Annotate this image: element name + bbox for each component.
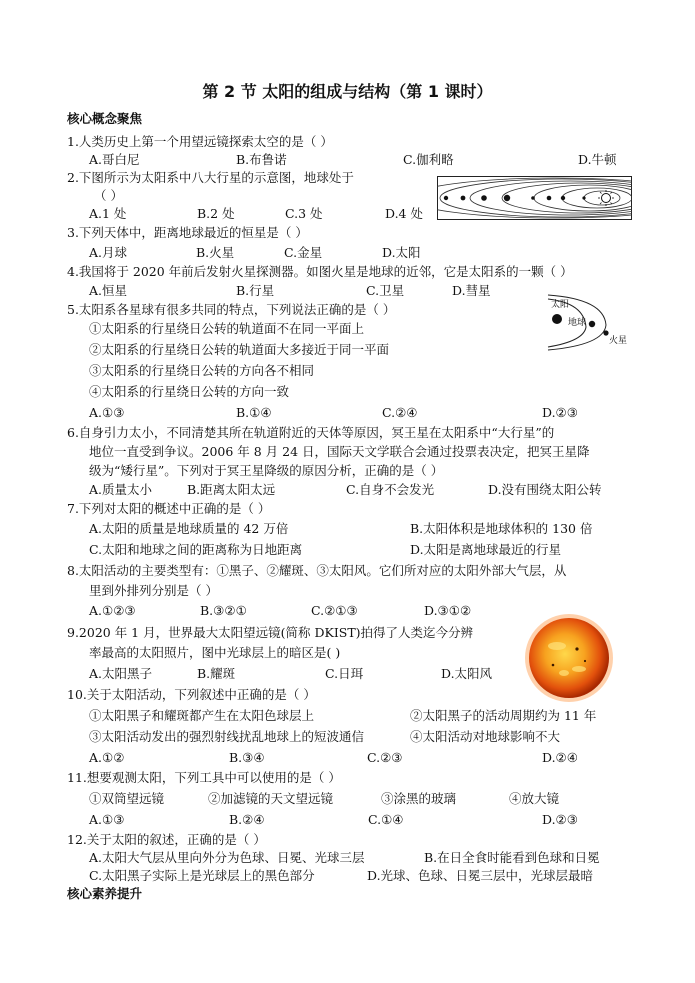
- q11-option-c: C.①④: [368, 812, 404, 827]
- question-8-line-1: 8.太阳活动的主要类型有：①黑子、②耀斑、③太阳风。它们所对应的太阳外部大气层，从: [67, 563, 567, 578]
- question-7-stem: 7.下列对太阳的概述中正确的是（ ）: [67, 501, 271, 516]
- question-6-line-1: 6.自身引力太小，不同清楚其所在轨道附近的天体等原因，冥王星在太阳系中“大行星”的: [67, 425, 555, 440]
- q4-option-b: B.行星: [236, 283, 275, 298]
- q7-option-d: D.太阳是离地球最近的行星: [410, 542, 562, 557]
- q2-option-a: A.1 处: [89, 206, 127, 221]
- solar-system-orbit-diagram: [437, 176, 632, 220]
- q10-option-a: A.①②: [89, 750, 125, 765]
- q3-option-d: D.太阳: [382, 245, 421, 260]
- q8-option-c: C.②①③: [311, 603, 358, 618]
- q12-option-d: D.光球、色球、日冕三层中，光球层最暗: [367, 868, 594, 883]
- q1-option-a: A.哥白尼: [89, 152, 140, 167]
- q12-option-c: C.太阳黑子实际上是光球层上的黑色部分: [89, 868, 315, 883]
- question-2-stem: 2.下图所示为太阳系中八大行星的示意图，地球处于: [67, 170, 354, 185]
- mars-dot: [603, 330, 608, 335]
- question-9-line-2: 率最高的太阳照片，图中光球层上的暗区是( ): [89, 645, 341, 660]
- mars-label: 火星: [609, 336, 628, 346]
- q2-option-d: D.4 处: [385, 206, 423, 221]
- q5-option-a: A.①③: [89, 405, 125, 420]
- q3-option-a: A.月球: [89, 245, 128, 260]
- question-6-line-2: 地位一直受到争议。2006 年 8 月 24 日，国际天文学联合会通过投票表决定，把冥王星降: [89, 444, 590, 459]
- q4-option-c: C.卫星: [366, 283, 405, 298]
- q12-option-a: A.太阳大气层从里向外分为色球、日冕、光球三层: [89, 850, 365, 865]
- q5-option-c: C.②④: [382, 405, 418, 420]
- question-10-stem: 10.关于太阳活动，下列叙述中正确的是（ ）: [67, 687, 316, 702]
- q5-statement-2: ②太阳系的行星绕日公转的轨道面大多接近于同一平面: [89, 342, 390, 357]
- q6-option-b: B.距离太阳太远: [187, 482, 276, 497]
- q1-option-d: D.牛顿: [578, 152, 617, 167]
- earth-label: 地球: [568, 318, 587, 328]
- q10-statement-3: ③太阳活动发出的强烈射线扰乱地球上的短波通信: [89, 729, 365, 744]
- q10-option-d: D.②④: [542, 750, 578, 765]
- question-6-line-3: 级为“矮行星”。下列对于冥王星降级的原因分析，正确的是（ ）: [89, 463, 444, 478]
- q5-statement-1: ①太阳系的行星绕日公转的轨道面不在同一平面上: [89, 321, 365, 336]
- page-title: 第 2 节 太阳的组成与结构（第 1 课时）: [202, 82, 493, 101]
- question-8-line-2: 里到外排列分别是（ ）: [89, 583, 218, 598]
- q1-option-b: B.布鲁诺: [236, 152, 287, 167]
- q7-option-b: B.太阳体积是地球体积的 130 倍: [410, 521, 593, 536]
- q11-option-d: D.②③: [542, 812, 578, 827]
- section-heading-core-literacy: 核心素养提升: [67, 886, 143, 901]
- q8-option-d: D.③①②: [424, 603, 472, 618]
- q11-option-b: B.②④: [229, 812, 265, 827]
- q5-statement-3: ③太阳系的行星绕日公转的方向各不相同: [89, 363, 315, 378]
- q9-option-b: B.耀斑: [197, 666, 236, 681]
- q6-option-a: A.质量太小: [89, 482, 153, 497]
- q6-option-d: D.没有围绕太阳公转: [488, 482, 602, 497]
- q3-option-c: C.金星: [284, 245, 323, 260]
- sun-photo: [519, 611, 617, 704]
- q10-option-b: B.③④: [229, 750, 265, 765]
- q4-option-d: D.彗星: [452, 283, 491, 298]
- question-9-line-1: 9.2020 年 1 月，世界最大太阳望远镜(简称 DKIST)拍得了人类迄今分辨: [67, 625, 474, 640]
- q9-option-a: A.太阳黑子: [89, 666, 153, 681]
- q11-statement-2: ②加滤镜的天文望远镜: [208, 791, 334, 806]
- q11-statement-4: ④放大镜: [509, 791, 560, 806]
- q12-option-b: B.在日全食时能看到色球和日冕: [424, 850, 600, 865]
- question-11-stem: 11.想要观测太阳，下列工具中可以使用的是（ ）: [67, 770, 341, 785]
- q11-statement-3: ③涂黑的玻璃: [381, 791, 457, 806]
- q9-option-d: D.太阳风: [441, 666, 493, 681]
- q6-option-c: C.自身不会发光: [346, 482, 435, 497]
- q9-option-c: C.日珥: [325, 666, 364, 681]
- q10-option-c: C.②③: [367, 750, 403, 765]
- q11-statement-1: ①双筒望远镜: [89, 791, 165, 806]
- q1-option-c: C.伽利略: [403, 152, 454, 167]
- question-3-stem: 3.下列天体中，距离地球最近的恒星是（ ）: [67, 225, 308, 240]
- sun-label: 太阳: [551, 300, 570, 310]
- q2-option-c: C.3 处: [285, 206, 323, 221]
- section-heading-core-concepts: 核心概念聚焦: [67, 111, 143, 126]
- q4-option-a: A.恒星: [89, 283, 128, 298]
- q2-option-b: B.2 处: [197, 206, 235, 221]
- q7-option-c: C.太阳和地球之间的距离称为日地距离: [89, 542, 303, 557]
- q3-option-b: B.火星: [196, 245, 235, 260]
- sun-dot: [552, 314, 562, 324]
- q5-statement-4: ④太阳系的行星绕日公转的方向一致: [89, 384, 290, 399]
- q5-option-b: B.①④: [236, 405, 272, 420]
- question-4-stem: 4.我国将于 2020 年前后发射火星探测器。如图火星是地球的近邻，它是太阳系的一颗（ ）: [67, 264, 573, 279]
- question-1-stem: 1.人类历史上第一个用望远镜探索太空的是（ ）: [67, 134, 333, 149]
- earth-dot: [589, 321, 595, 327]
- q5-option-d: D.②③: [542, 405, 578, 420]
- q8-option-b: B.③②①: [200, 603, 247, 618]
- question-12-stem: 12.关于太阳的叙述，正确的是（ ）: [67, 832, 266, 847]
- q10-statement-2: ②太阳黑子的活动周期约为 11 年: [410, 708, 597, 723]
- question-5-stem: 5.太阳系各星球有很多共同的特点，下列说法正确的是（ ）: [67, 302, 396, 317]
- q10-statement-4: ④太阳活动对地球影响不大: [410, 729, 561, 744]
- q10-statement-1: ①太阳黑子和耀斑都产生在太阳色球层上: [89, 708, 315, 723]
- q11-option-a: A.①③: [89, 812, 125, 827]
- q8-option-a: A.①②③: [89, 603, 136, 618]
- q7-option-a: A.太阳的质量是地球质量的 42 万倍: [89, 521, 289, 536]
- question-2-paren: （ ）: [94, 188, 123, 203]
